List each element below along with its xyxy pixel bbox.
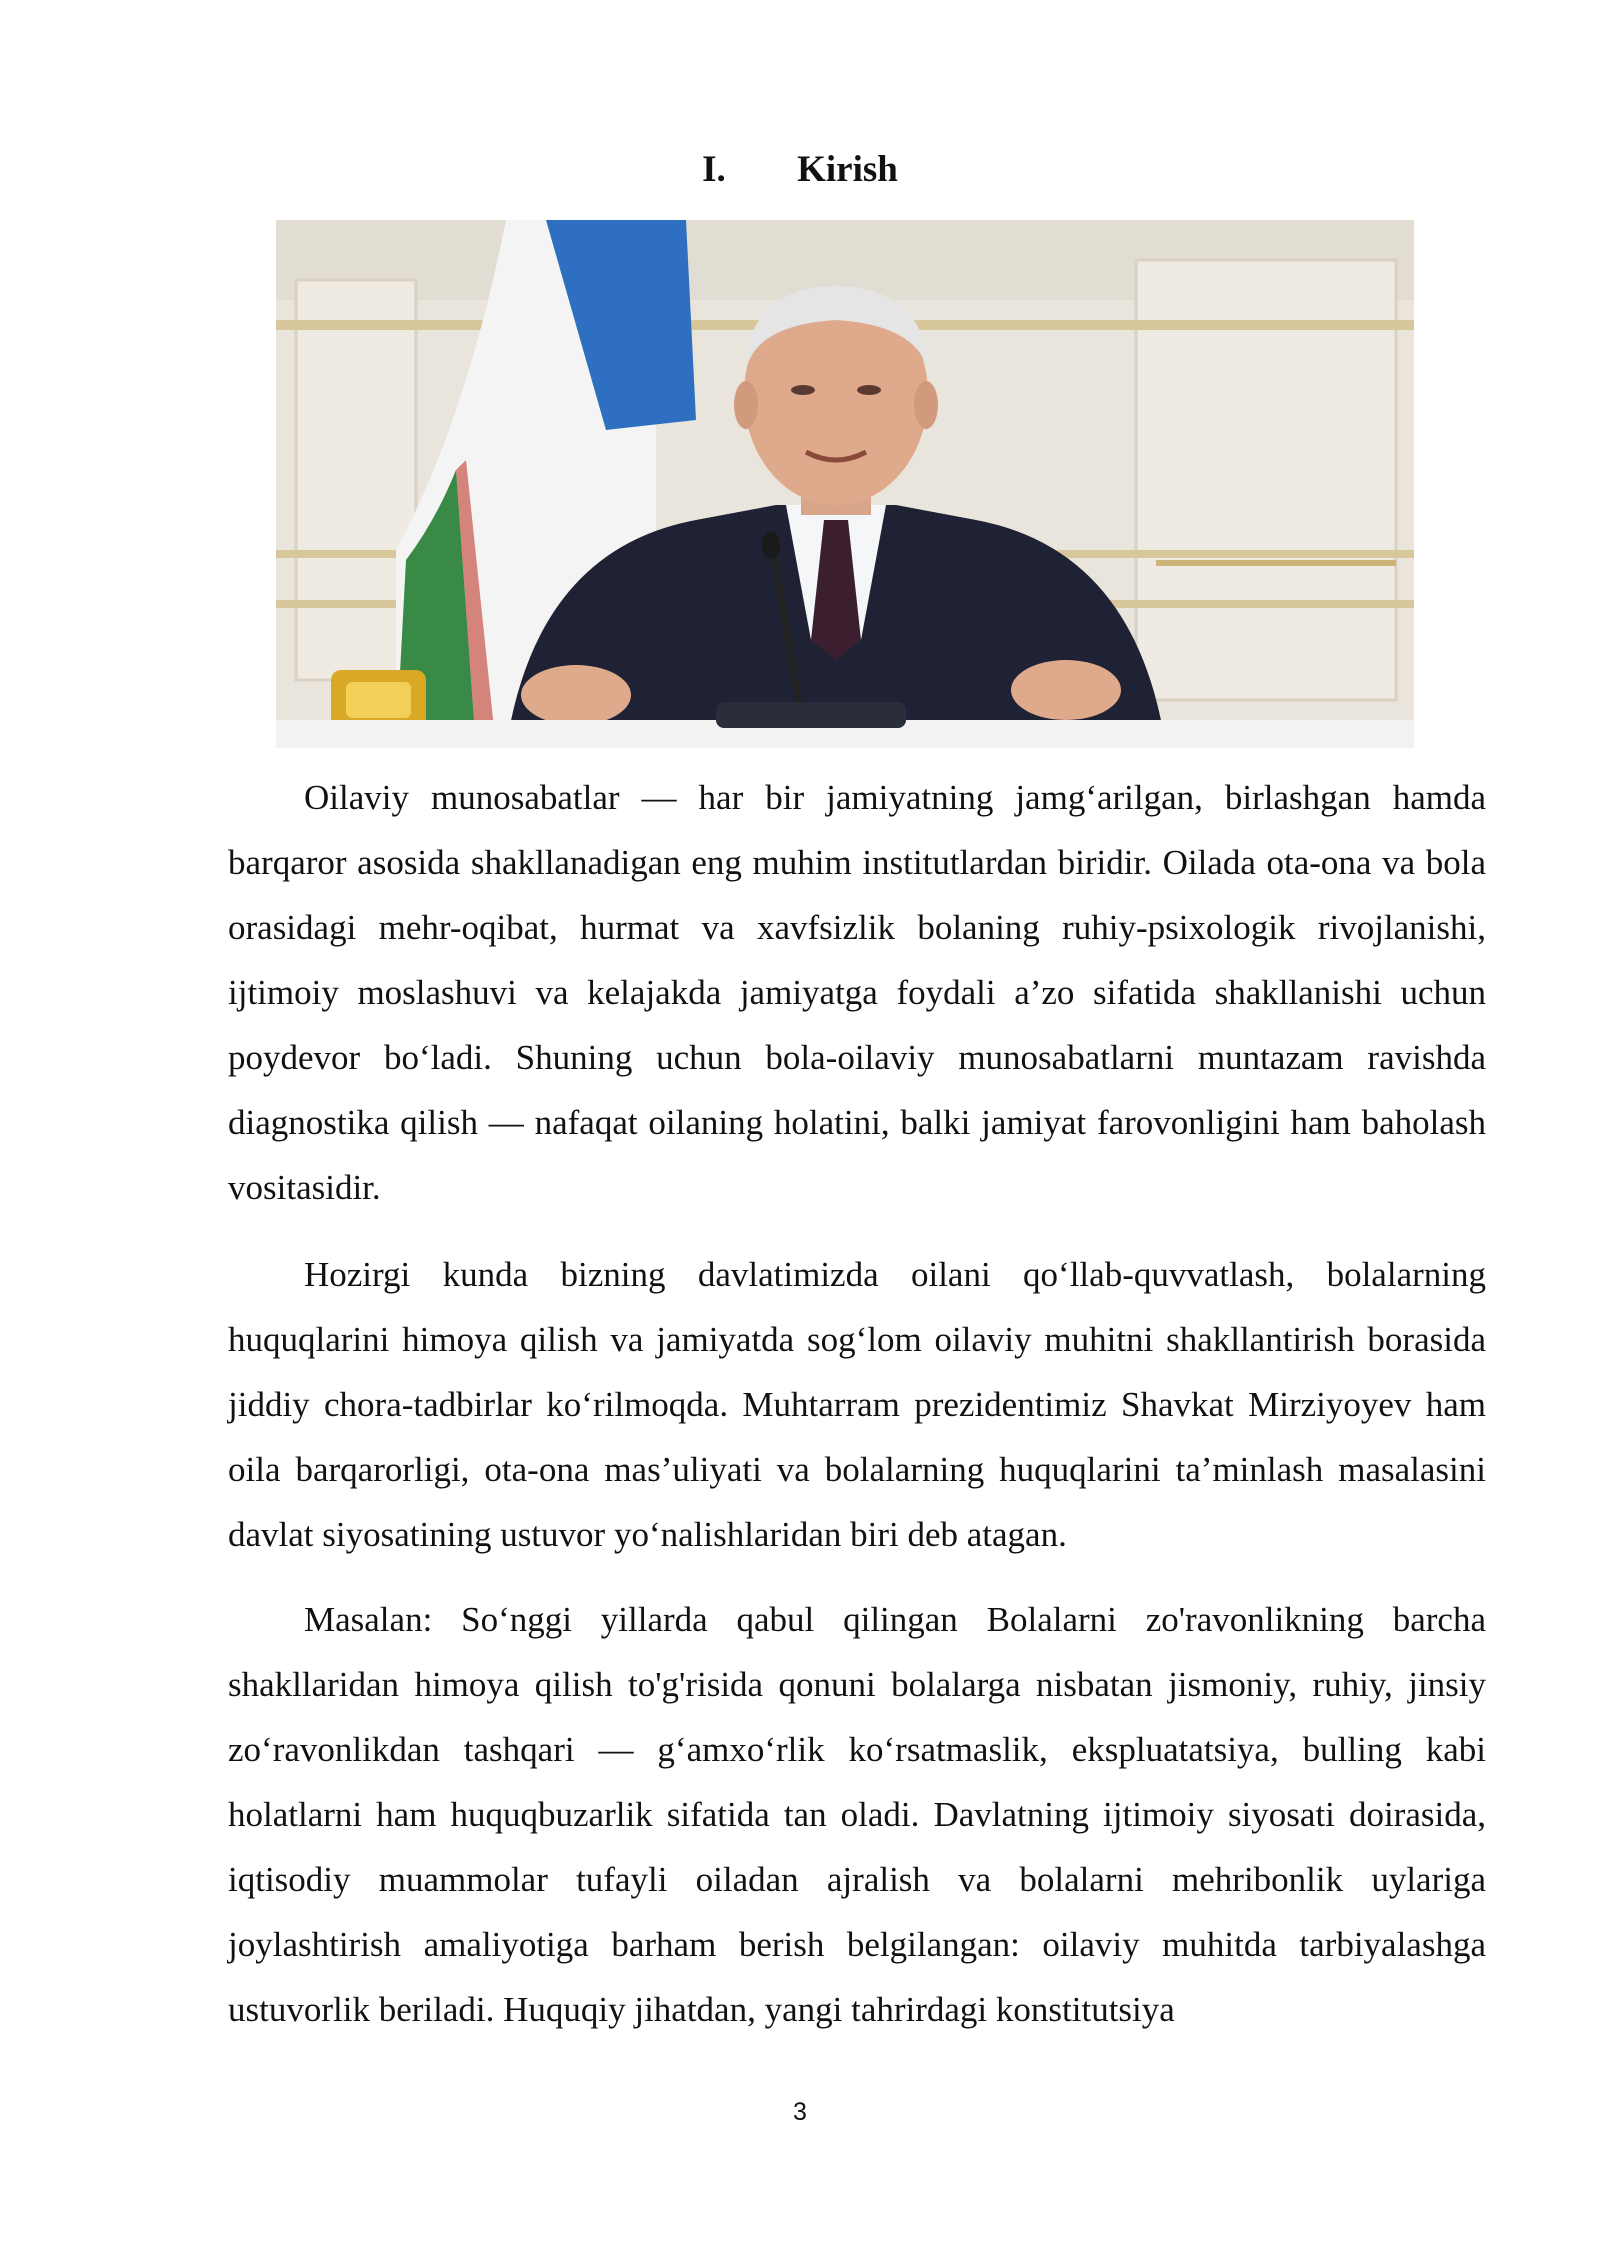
page-number: 3	[793, 2098, 807, 2126]
paragraph-2	[228, 1242, 1486, 1567]
paragraph-text: Hozirgi kunda bizning davlatimizda oilani qo‘llab-quvvatlash, bolalarning huquqlarini himoya qilish va jamiyatda sog‘lom oilaviy muhitni shakllantirish borasida jiddiy chora-tadbirlar ko‘rilmoqda. Muhtarram prezidentimiz Shavkat Mirziyoyev ham oila barqarorligi, ota-ona mas’uliyati va bolalarning huquqlarini ta’minlash masalasini davlat siyosatining ustuvor yo‘nalishlaridan biri deb atagan.	[228, 1255, 1486, 1554]
section-number: I.	[702, 149, 726, 190]
section-heading	[0, 148, 1600, 191]
president-photo	[276, 220, 1414, 748]
section-title: Kirish	[797, 149, 898, 190]
paragraph-1	[228, 765, 1486, 1220]
paragraph-text: Oilaviy munosabatlar — har bir jamiyatning jamg‘arilgan, birlashgan hamda barqaror asosida shakllanadigan eng muhim institutlardan biridir. Oilada ota-ona va bola orasidagi mehr-oqibat, hurmat va xavfsizlik bolaning ruhiy-psixologik rivojlanishi, ijtimoiy moslashuvi va kelajakda jamiyatga foydali a’zo sifatida shakllanishi uchun poydevor bo‘ladi. Shuning uchun bola-oilaviy munosabatlarni muntazam ravishda diagnostika qilish — nafaqat oilaning holatini, balki jamiyat farovonligini ham baholash vositasidir.	[228, 778, 1486, 1207]
paragraph-3	[228, 1587, 1486, 2042]
paragraph-text: Masalan: So‘nggi yillarda qabul qilingan Bolalarni zo'ravonlikning barcha shakllaridan himoya qilish to'g'risida qonuni bolalarga nisbatan jismoniy, ruhiy, jinsiy zo‘ravonlikdan tashqari — g‘amxo‘rlik ko‘rsatmaslik, ekspluatatsiya, bulling kabi holatlarni ham huquqbuzarlik sifatida tan oladi. Davlatning ijtimoiy siyosati doirasida, iqtisodiy muammolar tufayli oiladan ajralish va bolalarni mehribonlik uylariga joylashtirish amaliyotiga barham berish belgilangan: oilaviy muhitda tarbiyalashga ustuvorlik beriladi. Huquqiy jihatdan, yangi tahrirdagi konstitutsiya	[228, 1600, 1486, 2029]
